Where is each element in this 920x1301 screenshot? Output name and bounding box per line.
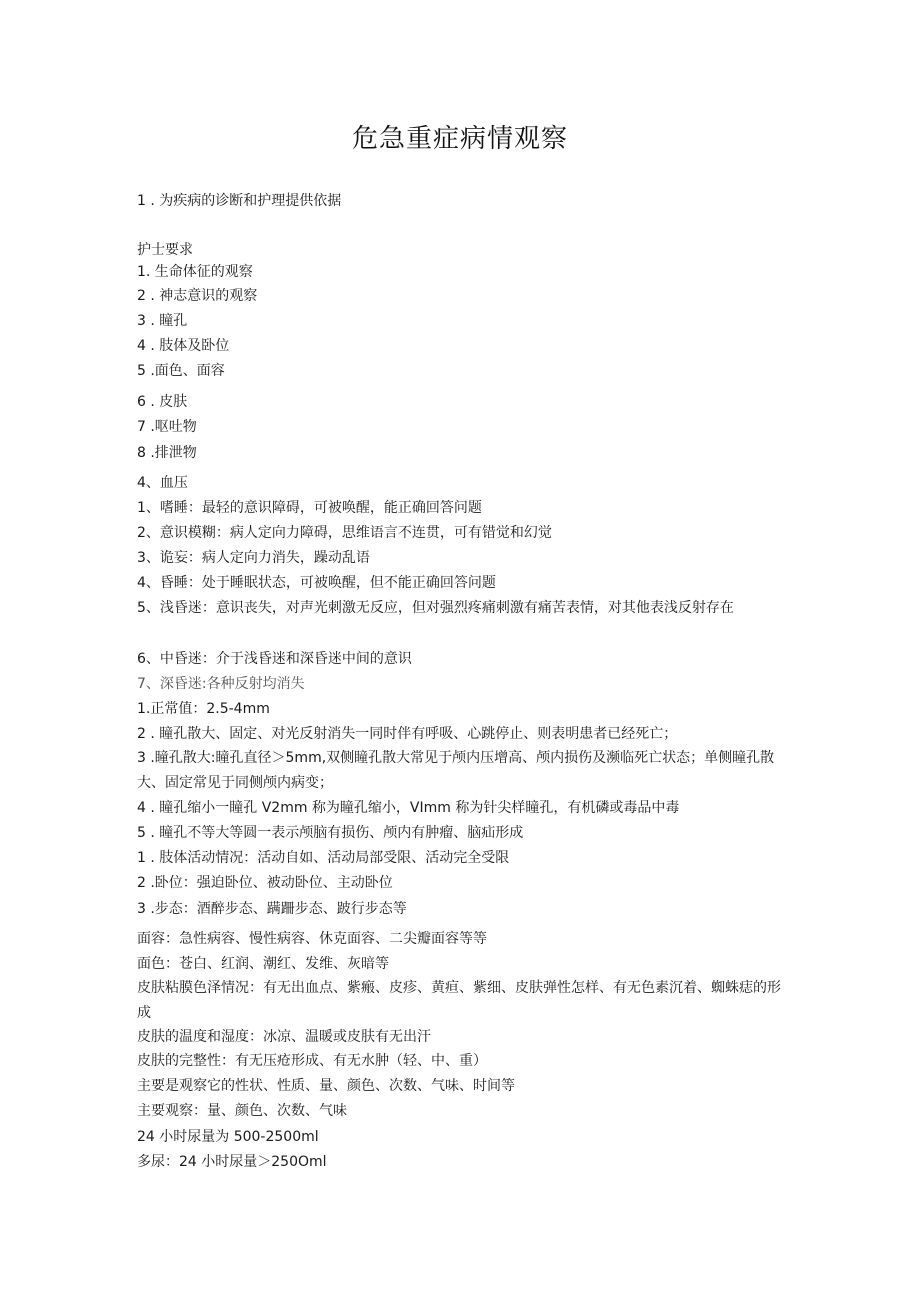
list-item: 7、深昏迷:各种反射均消失 — [137, 676, 305, 692]
list-item: 4、血压 — [137, 475, 188, 491]
list-item: 3、诡妄：病人定向力消失，躁动乱语 — [137, 550, 370, 566]
list-item: 面色：苍白、红润、潮红、发维、灰暗等 — [137, 956, 389, 972]
list-item: 1. 生命体征的观察 — [137, 264, 253, 280]
list-item: 24 小时尿量为 500-2500ml — [137, 1129, 319, 1145]
list-item: 主要是观察它的性状、性质、量、颜色、次数、气味、时间等 — [137, 1078, 515, 1094]
list-item: 4、昏睡：处于睡眠状态，可被唤醒，但不能正确回答问题 — [137, 575, 496, 591]
section-heading: 护士要求 — [137, 242, 193, 258]
list-item: 2 . 神志意识的观察 — [137, 288, 258, 304]
list-item: 5 .面色、面容 — [137, 363, 225, 379]
list-item: 3 .步态：酒醉步态、蹒跚步态、跛行步态等 — [137, 901, 407, 917]
list-item: 2 .卧位：强迫卧位、被动卧位、主动卧位 — [137, 875, 393, 891]
list-item: 1、嗜睡：最轻的意识障碍，可被唤醒，能正确回答问题 — [137, 500, 482, 516]
list-item: 2 . 瞳孔散大、固定、对光反射消失一同时伴有呼吸、心跳停止、则表明患者已经死亡； — [137, 726, 678, 742]
list-item: 1 . 肢体活动情况：活动自如、活动局部受限、活动完全受限 — [137, 850, 510, 866]
list-item: 面容：急性病容、慢性病容、休克面容、二尖瓣面容等等 — [137, 931, 487, 947]
list-item: 7 .呕吐物 — [137, 419, 197, 435]
list-item: 3 .瞳孔散大:瞳孔直径＞5mm,双侧瞳孔散大常见于颅内压增高、颅内损伤及濒临死亡状态；单侧瞳孔散大、固定常见于同侧颅内病变； — [137, 750, 775, 791]
list-item: 多尿：24 小时尿量＞250Oml — [137, 1154, 327, 1170]
list-item: 3 . 瞳孔 — [137, 313, 188, 329]
document-title: 危急重症病情观察 — [351, 124, 568, 154]
list-item: 6 . 皮肤 — [137, 394, 188, 410]
list-item: 皮肤粘膜色泽情况：有无出血点、紫瘢、皮疹、黄疸、紫细、皮肤弹性怎样、有无色素沉着、蜘蛛痣的形成 — [137, 980, 781, 1021]
list-item: 5、浅昏迷：意识丧失，对声光刺激无反应，但对强烈疼痛刺激有痛苦表情，对其他表浅反射存在 — [137, 600, 734, 616]
list-item: 皮肤的温度和湿度：冰凉、温暖或皮肤有无出汗 — [137, 1029, 431, 1045]
list-item: 6、中昏迷：介于浅昏迷和深昏迷中间的意识 — [137, 651, 412, 667]
list-item: 8 .排泄物 — [137, 445, 197, 461]
list-item: 4 . 瞳孔缩小一瞳孔 V2mm 称为瞳孔缩小，VImm 称为针尖样瞳孔，有机磷或毒品中毒 — [137, 800, 680, 816]
list-item: 主要观察：量、颜色、次数、气味 — [137, 1103, 347, 1119]
list-item: 皮肤的完整性：有无压疮形成、有无水肿（轻、中、重） — [137, 1053, 487, 1069]
list-item: 1.正常值：2.5-4mm — [137, 701, 270, 717]
purpose-item: 1 . 为疾病的诊断和护理提供依据 — [137, 193, 342, 209]
list-item: 5 . 瞳孔不等大等圆一表示颅脑有损伤、颅内有肿瘤、脑疝形成 — [137, 825, 524, 841]
list-item: 4 . 肢体及卧位 — [137, 338, 230, 354]
list-item: 2、意识模糊：病人定向力障碍，思维语言不连贯，可有错觉和幻觉 — [137, 525, 552, 541]
